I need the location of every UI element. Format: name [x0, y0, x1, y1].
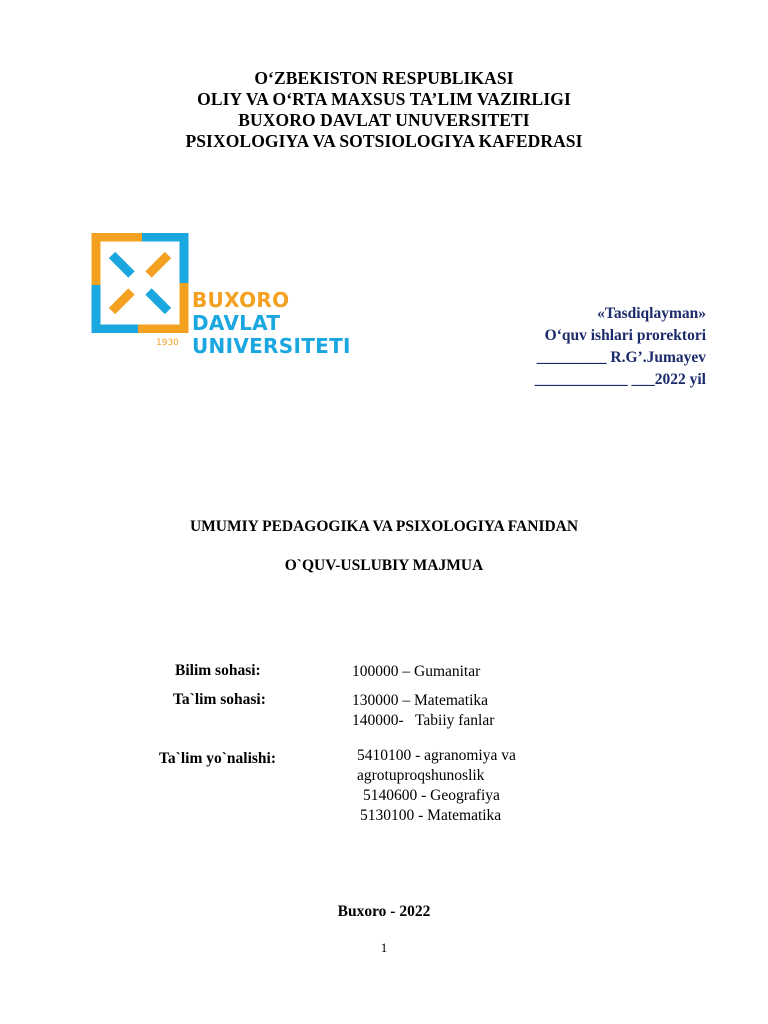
talim-sohasi-label: Ta`lim sohasi:: [173, 691, 266, 708]
logo-year: 1930: [156, 338, 179, 348]
document-header: [0, 68, 768, 152]
approval-block: [535, 303, 706, 391]
page-number: 1: [380, 940, 388, 955]
talim-yonalishi-value-3: 5140600 - Geografiya: [363, 787, 500, 804]
logo-emblem-icon: [90, 233, 190, 333]
city-year: Buxoro - 2022: [337, 903, 431, 920]
bilim-sohasi-value: 100000 – Gumanitar: [352, 663, 481, 680]
header-line-department: PSIXOLOGIYA VA SOTSIOLOGIYA KAFEDRASI: [185, 131, 583, 151]
logo-text-universiteti: UNIVERSITETI: [192, 334, 351, 358]
approval-position: O‘quv ishlari prorektori: [544, 327, 706, 344]
university-logo: [90, 233, 360, 363]
approval-date-line: ____________ ___2022 yil: [534, 371, 706, 388]
logo-text-davlat: DAVLAT: [192, 311, 281, 335]
document-subtitle: O`QUV-USLUBIY MAJMUA: [284, 557, 484, 574]
bilim-sohasi-label: Bilim sohasi:: [175, 662, 261, 679]
talim-sohasi-value-2: 140000- Tabiiy fanlar: [352, 712, 495, 729]
approval-heading: «Tasdiqlayman»: [597, 305, 706, 322]
header-line-ministry: OLIY VA O‘RTA MAXSUS TA’LIM VAZIRLIGI: [197, 89, 571, 109]
logo-text-buxoro: BUXORO: [192, 288, 290, 312]
header-line-university: BUXORO DAVLAT UNUVERSITETI: [238, 110, 530, 130]
talim-yonalishi-value-4: 5130100 - Matematika: [360, 807, 502, 824]
header-line-republic: O‘ZBEKISTON RESPUBLIKASI: [254, 68, 514, 88]
approval-signature-line: _________ R.G’.Jumayev: [536, 349, 706, 366]
talim-yonalishi-value-2: agrotuproqshunoslik: [357, 767, 485, 784]
document-title: UMUMIY PEDAGOGIKA VA PSIXOLOGIYA FANIDAN: [189, 518, 579, 535]
talim-sohasi-value-1: 130000 – Matematika: [352, 692, 489, 709]
talim-yonalishi-label: Ta`lim yo`nalishi:: [159, 750, 276, 767]
talim-yonalishi-value-1: 5410100 - agranomiya va: [357, 747, 516, 764]
